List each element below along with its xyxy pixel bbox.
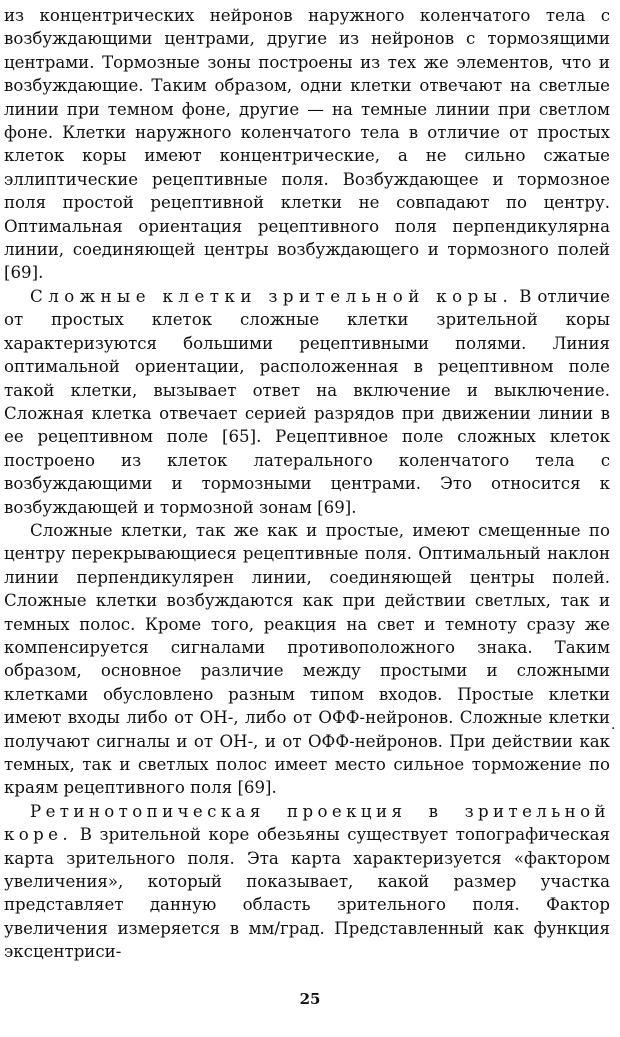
paragraph-2-text: В отличие от простых клеток сложные клетки зрительной коры характеризуются большими рецептивными полями. Линия оптимальной ориентации, расположенная в рецептивном поле такой клетки, вызывает ответ на включение и выключение. Сложная клетка отвечает серией разрядов при движении линии в ее рецептивном поле [65]. Рецептивное поле сложных клеток построено из клеток латерального коленчатого тела с возбуждающими и тормозными центрами. Это относится к возбуждающей и тормозной зонам [69]. [4, 286, 611, 517]
section-heading-complex-cells: Сложные клетки зрительной коры. [30, 286, 514, 306]
paragraph-3 [4, 519, 610, 800]
paragraph-3-text: Сложные клетки, так же как и простые, имеют смещенные по центру перекрывающиеся рецептивные поля. Оптимальный наклон линии перпендикулярен линии, соединяющей центры полей. Сложные клетки возбуждаются как при действии светлых, так и темных полос. Кроме того, реакция на свет и темноту сразу же компенсируется сигналами противоположного знака. Таким образом, основное различие между простыми и сложными клетками обусловлено разным типом входов. Простые клетки имеют входы либо от ОН-, либо от ОФФ-нейронов. Сложные клетки получают сигналы и от ОН-, и от ОФФ-нейронов. При действии как темных, так и светлых полос имеет место сильное торможение по краям рецептивного поля [69]. [4, 520, 610, 798]
paragraph-4 [4, 800, 610, 964]
paragraph-1-text: из концентрических нейронов наружного коленчатого тела с возбуждающими центрами, другие из нейронов с тормозящими центрами. Тормозные зоны построены из тех же элементов, что и возбуждающие. Таким образом, одни клетки отвечают на светлые линии при темном фоне, другие — на темные линии при светлом фоне. Клетки наружного коленчатого тела в отличие от простых клеток коры имеют концентрические, а не сильно сжатые эллиптические рецептивные поля. Возбуждающее и тормозное поля простой рецептивной клетки не совпадают по центру. Оптимальная ориентация рецептивного поля перпендикулярна линии, соединяющей центры возбуждающего и тормозного полей [69]. [4, 6, 610, 283]
paragraph-2 [4, 285, 610, 519]
margin-mark: · [611, 721, 616, 737]
page-number: 25 [299, 990, 321, 1008]
paragraph-4-text: В зрительной коре обезьяны существует топографическая карта зрительного поля. Эта карта характеризуется «фактором увеличения», который показывает, какой размер участка представляет данную область зрительного поля. Фактор увеличения измеряется в мм/град. Представленный как функция эксцентриси- [4, 825, 610, 962]
section-heading-retinotopic-projection: Ретинотопическая проекция в зрительной коре. [4, 801, 610, 845]
paragraph-1 [4, 4, 610, 285]
